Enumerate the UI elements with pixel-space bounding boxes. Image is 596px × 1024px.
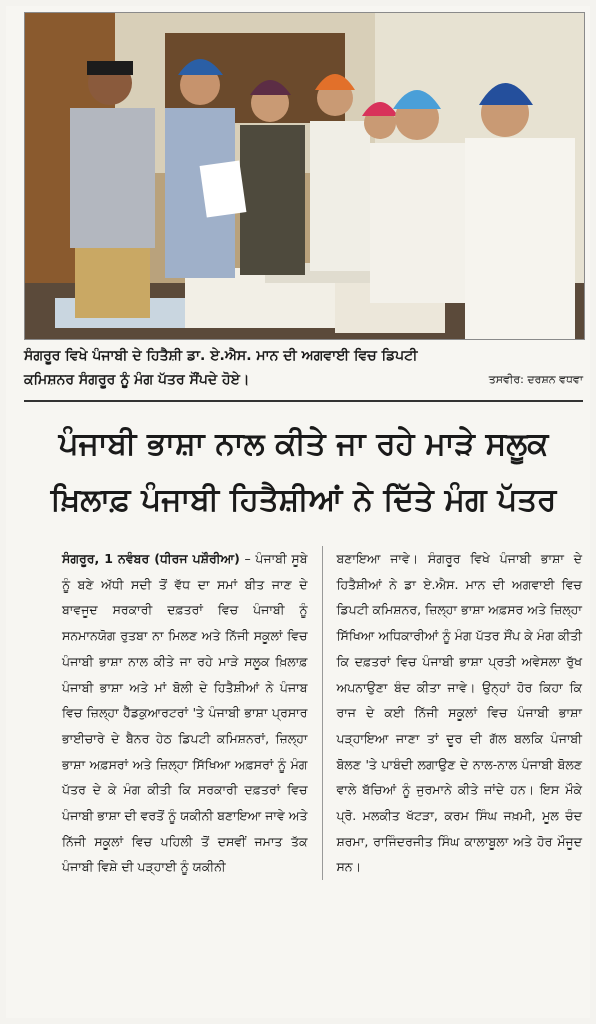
divider-rule <box>24 400 583 402</box>
article-column-2 <box>336 546 582 880</box>
caption-line-2: ਕਮਿਸ਼ਨਰ ਸੰਗਰੂਰ ਨੂੰ ਮੰਗ ਪੱਤਰ ਸੌਂਪਦੇ ਹੋਏ। <box>24 372 250 388</box>
article-column-1 <box>62 546 308 880</box>
headline-line-1: ਪੰਜਾਬੀ ਭਾਸ਼ਾ ਨਾਲ ਕੀਤੇ ਜਾ ਰਹੇ ਮਾੜੇ ਸਲੂਕ <box>58 426 549 462</box>
newspaper-clipping <box>6 6 590 1018</box>
news-photo <box>24 12 585 340</box>
article-column-1-text: – ਪੰਜਾਬੀ ਸੂਬੇ ਨੂੰ ਬਣੇ ਅੱਧੀ ਸਦੀ ਤੋਂ ਵੱਧ ਦਾ ਸਮਾਂ ਬੀਤ ਜਾਣ ਦੇ ਬਾਵਜੂਦ ਸਰਕਾਰੀ ਦਫ਼ਤਰਾਂ ਵਿਚ ਪੰਜਾਬੀ ਨੂੰ ਸਨਮਾਨਯੋਗ ਰੁਤਬਾ ਨਾ ਮਿਲਣ ਅਤੇ ਨਿੱਜੀ ਸਕੂਲਾਂ ਵਿਚ ਪੰਜਾਬੀ ਭਾਸ਼ਾ ਨਾਲ ਕੀਤੇ ਜਾ ਰਹੇ ਮਾੜੇ ਸਲੂਕ ਖ਼ਿਲਾਫ਼ ਪੰਜਾਬੀ ਭਾਸ਼ਾ ਅਤੇ ਮਾਂ ਬੋਲੀ ਦੇ ਹਿਤੈਸ਼ੀਆਂ ਨੇ ਪੰਜਾਬ ਵਿਚ ਜ਼ਿਲ੍ਹਾ ਹੈੱਡਕੁਆਰਟਰਾਂ 'ਤੇ ਪੰਜਾਬੀ ਭਾਸ਼ਾ ਪ੍ਰਸਾਰ ਭਾਈਚਾਰੇ ਦੇ ਬੈਨਰ ਹੇਠ ਡਿਪਟੀ ਕਮਿਸ਼ਨਰਾਂ, ਜ਼ਿਲ੍ਹਾ ਭਾਸ਼ਾ ਅਫ਼ਸਰਾਂ ਅਤੇ ਜ਼ਿਲ੍ਹਾ ਸਿੱਖਿਆ ਅਫ਼ਸਰਾਂ ਨੂੰ ਮੰਗ ਪੱਤਰ ਦੇ ਕੇ ਮੰਗ ਕੀਤੀ ਕਿ ਸਰਕਾਰੀ ਦਫ਼ਤਰਾਂ ਵਿਚ ਪੰਜਾਬੀ ਭਾਸ਼ਾ ਦੀ ਵਰਤੋਂ ਨੂੰ ਯਕੀਨੀ ਬਣਾਇਆ ਜਾਵੇ ਅਤੇ ਨਿੱਜੀ ਸਕੂਲਾਂ ਵਿਚ ਪਹਿਲੀ ਤੋਂ ਦਸਵੀਂ ਜਮਾਤ ਤੱਕ ਪੰਜਾਬੀ ਵਿਸ਼ੇ ਦੀ ਪੜ੍ਹਾਈ ਨੂੰ ਯਕੀਨੀ <box>62 551 308 875</box>
column-divider <box>322 546 323 880</box>
caption-line-1: ਸੰਗਰੂਰ ਵਿਖੇ ਪੰਜਾਬੀ ਦੇ ਹਿਤੈਸ਼ੀ ਡਾ. ਏ.ਐਸ. ਮਾਨ ਦੀ ਅਗਵਾਈ ਵਿਚ ਡਿਪਟੀ <box>24 348 418 364</box>
headline-line-2: ਖ਼ਿਲਾਫ਼ ਪੰਜਾਬੀ ਹਿਤੈਸ਼ੀਆਂ ਨੇ ਦਿੱਤੇ ਮੰਗ ਪੱਤਰ <box>50 482 557 518</box>
article-body <box>62 546 582 880</box>
dateline: ਸੰਗਰੂਰ, 1 ਨਵੰਬਰ (ਧੀਰਜ ਪਸ਼ੌਰੀਆ) <box>62 551 240 566</box>
article-column-2-text: ਬਣਾਇਆ ਜਾਵੇ। ਸੰਗਰੂਰ ਵਿਖੇ ਪੰਜਾਬੀ ਭਾਸ਼ਾ ਦੇ ਹਿਤੈਸ਼ੀਆਂ ਨੇ ਡਾ ਏ.ਐਸ. ਮਾਨ ਦੀ ਅਗਵਾਈ ਵਿਚ ਡਿਪਟੀ ਕਮਿਸ਼ਨਰ, ਜ਼ਿਲ੍ਹਾ ਭਾਸ਼ਾ ਅਫ਼ਸਰ ਅਤੇ ਜ਼ਿਲ੍ਹਾ ਸਿੱਖਿਆ ਅਧਿਕਾਰੀਆਂ ਨੂੰ ਮੰਗ ਪੱਤਰ ਸੌਂਪ ਕੇ ਮੰਗ ਕੀਤੀ ਕਿ ਦਫ਼ਤਰਾਂ ਵਿਚ ਪੰਜਾਬੀ ਭਾਸ਼ਾ ਪ੍ਰਤੀ ਅਵੇਸਲਾ ਰੁੱਖ ਅਪਨਾਉਣਾ ਬੰਦ ਕੀਤਾ ਜਾਵੇ। ਉਨ੍ਹਾਂ ਹੋਰ ਕਿਹਾ ਕਿ ਰਾਜ ਦੇ ਕਈ ਨਿੱਜੀ ਸਕੂਲਾਂ ਵਿਚ ਪੰਜਾਬੀ ਭਾਸ਼ਾ ਪੜ੍ਹਾਇਆ ਜਾਣਾ ਤਾਂ ਦੂਰ ਦੀ ਗੱਲ ਬਲਕਿ ਪੰਜਾਬੀ ਬੋਲਣ 'ਤੇ ਪਾਬੰਦੀ ਲਗਾਉਣ ਦੇ ਨਾਲ-ਨਾਲ ਪੰਜਾਬੀ ਬੋਲਣ ਵਾਲੇ ਬੱਚਿਆਂ ਨੂੰ ਜੁਰਮਾਨੇ ਕੀਤੇ ਜਾਂਦੇ ਹਨ। ਇਸ ਮੌਕੇ ਪ੍ਰੋ. ਮਲਕੀਤ ਖੱਟੜਾ, ਕਰਮ ਸਿੰਘ ਜਖ਼ਮੀ, ਮੂਲ ਚੰਦ ਸ਼ਰਮਾ, ਰਾਜਿੰਦਰਜੀਤ ਸਿੰਘ ਕਾਲਾਬੂਲਾ ਅਤੇ ਹੋਰ ਮੌਜੂਦ ਸਨ। <box>336 551 582 875</box>
photo-credit: ਤਸਵੀਰ: ਦਰਸ਼ਨ ਵਧਵਾ <box>488 373 583 386</box>
photo-illustration <box>25 13 584 339</box>
headline <box>24 416 583 528</box>
photo-caption <box>24 344 583 392</box>
